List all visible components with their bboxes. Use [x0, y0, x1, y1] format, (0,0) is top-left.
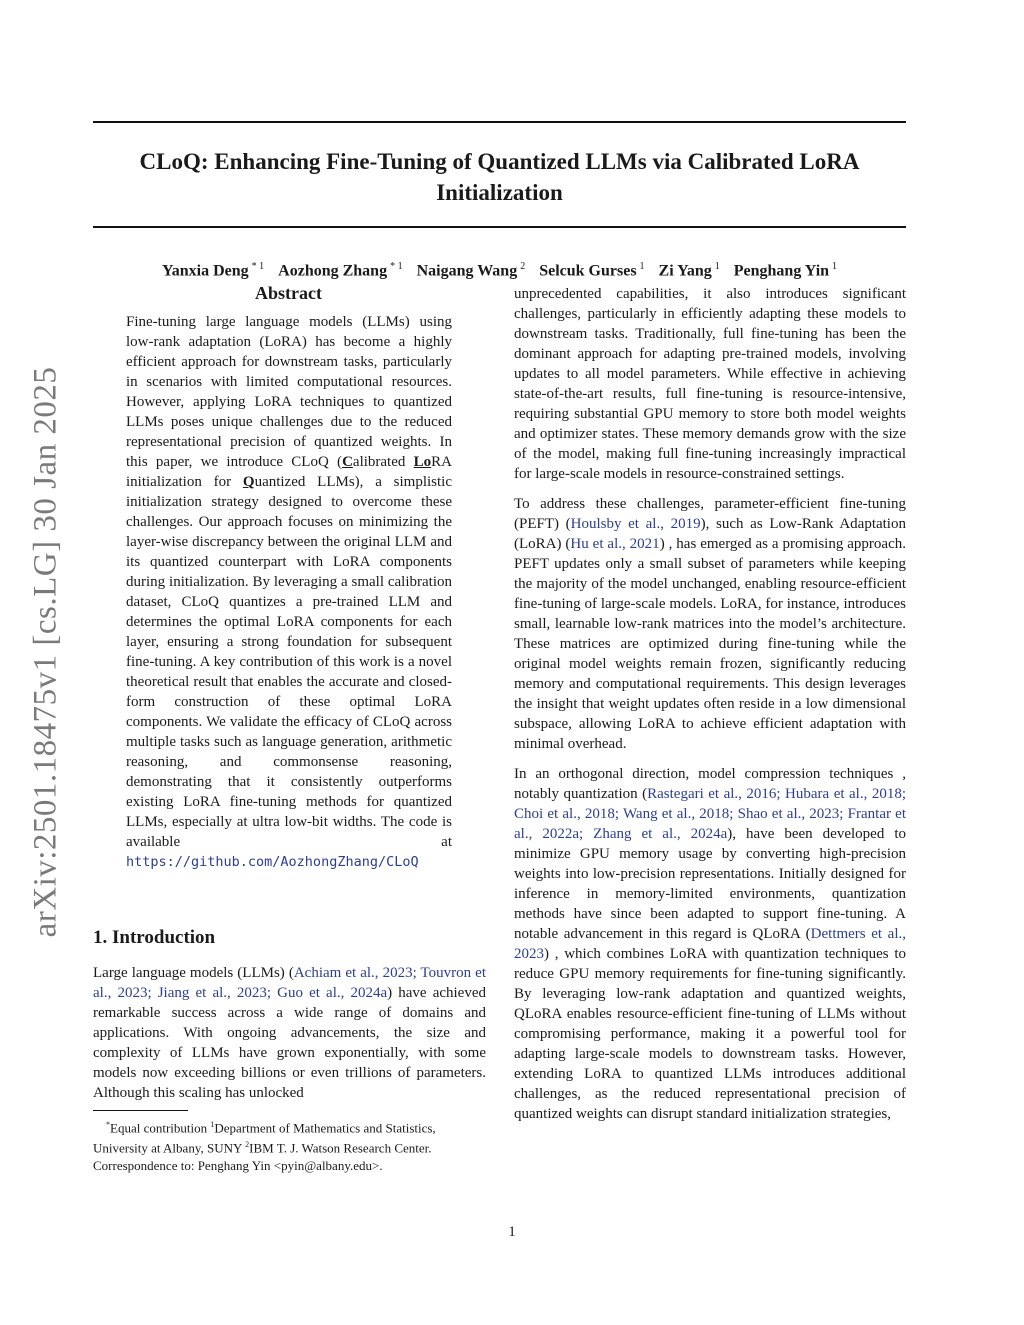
acronym-letter: C — [342, 454, 353, 470]
author — [417, 261, 526, 280]
author-name: Aozhong Zhang — [278, 262, 388, 280]
footnote-text: Equal contribution — [110, 1120, 211, 1136]
body-text: ), have been developed to minimize GPU memory usage by converting high-precision weights into low-precision representations. Initially designed for inference in memory-limited environments, quantization methods have since been adapted to support fine-tuning. A notable advancement in this regard is QLoRA ( — [514, 826, 906, 942]
page-number: 1 — [508, 1224, 516, 1240]
abstract-body — [126, 312, 452, 872]
author — [278, 261, 402, 280]
author-affiliation-mark: 1 — [639, 261, 645, 272]
citation-link[interactable]: Achiam et al., 2023; Touvron et al., 2023; Jiang et al., 2023; Guo et al., 2024a — [93, 965, 486, 1001]
arxiv-identifier: arXiv:2501.18475v1 [cs.LG] 30 Jan 2025 — [27, 366, 64, 938]
body-text: To address these challenges, parameter-efficient fine-tuning (PEFT) ( — [514, 496, 906, 532]
author-name: Zi Yang — [658, 262, 712, 280]
abstract-text: RA initialization for — [126, 454, 452, 490]
author — [162, 261, 264, 280]
body-text: ) have achieved remarkable success across a wide range of domains and applications. With ongoing advancements, the size and complexity of LLMs have grown exponentially, with some models now exceeding billions or even trillions of parameters. Although this scaling has unlocked — [93, 985, 486, 1101]
footnote-correspondence: Correspondence to: Penghang Yin <pyin@albany.edu>. — [93, 1157, 383, 1173]
author — [734, 261, 837, 280]
footnote-text: Department of Mathematics and Statistics, University at Albany, SUNY — [93, 1120, 436, 1156]
body-text: ), such as Low-Rank Adaptation (LoRA) ( — [514, 516, 906, 552]
author-affiliation-mark: 1 — [714, 261, 720, 272]
title-bottom-rule — [93, 226, 906, 228]
paragraph: unprecedented capabilities, it also introduces significant challenges, particularly in efficiently adapting these models to downstream tasks. Traditionally, full fine-tuning has been the dominant approach for adapting pre-trained models, involving updates to all model parameters. While effective in achieving state-of-the-art results, full fine-tuning is resource-intensive, requiring substantial GPU memory to store both model weights and optimizer states. These memory demands grow with the size of the model, making full fine-tuning increasingly impractical for large-scale models in resource-constrained settings. — [514, 286, 906, 482]
author-name: Selcuk Gurses — [539, 262, 637, 280]
paragraph — [514, 494, 906, 754]
acronym-letter: Q — [242, 474, 255, 490]
author — [659, 261, 720, 280]
title-line-2: Initialization — [436, 180, 563, 205]
abstract-text: Fine-tuning large language models (LLMs) using low-rank adaptation (LoRA) has become a highly efficient approach for downstream tasks, particularly in scenarios with limited computational resources. However, applying LoRA techniques to quantized LLMs poses unique challenges due to the reduced representational precision of quantized weights. In this paper, we introduce CLoQ ( — [126, 314, 452, 470]
abstract-paragraph — [126, 312, 452, 872]
introduction-body — [93, 963, 486, 1103]
acronym-letter: Lo — [413, 454, 432, 470]
footnote-text: IBM T. J. Watson Research Center. — [249, 1140, 432, 1156]
footnote — [93, 1116, 488, 1174]
author-affiliation-mark: * 1 — [390, 261, 403, 272]
author-affiliation-mark: 2 — [520, 261, 526, 272]
author-name: Naigang Wang — [416, 262, 518, 280]
right-column — [514, 284, 906, 1124]
footnote-divider — [93, 1110, 188, 1111]
author-name: Penghang Yin — [733, 262, 830, 280]
title-line-1: CLoQ: Enhancing Fine-Tuning of Quantized LLMs via Calibrated LoRA — [139, 149, 860, 174]
paragraph — [514, 764, 906, 1124]
title-top-rule — [93, 121, 906, 123]
author-list — [93, 261, 906, 280]
paper-title — [93, 146, 906, 208]
abstract-text: uantized LLMs), a simplistic initialization strategy designed to overcome these challenges. Our approach focuses on minimizing the layer-wise discrepancy between the original LLM and its quantized counterpart with LoRA components during initialization. By leveraging a small calibration dataset, CLoQ quantizes a pre-trained LLM and determines the optimal LoRA components for each layer, ensuring a strong foundation for subsequent fine-tuning. A key contribution of this work is a novel theoretical result that enables the accurate and closed-form construction of these optimal LoRA components. We validate the efficacy of CLoQ across multiple tasks such as language generation, arithmetic reasoning, and commonsense reasoning, demonstrating that it consistently outperforms existing LoRA fine-tuning methods for quantized LLMs, especially at ultra low-bit widths. The code is available at — [126, 474, 452, 850]
author-affiliation-mark: 1 — [832, 261, 838, 272]
author-affiliation-mark: * 1 — [251, 261, 265, 272]
abstract-text: alibrated — [352, 454, 414, 470]
author — [539, 261, 644, 280]
citation-link[interactable]: Dettmers et al., 2023 — [514, 926, 906, 962]
body-text: In an orthogonal direction, model compression techniques , notably quantization ( — [514, 766, 906, 802]
body-text: ) , which combines LoRA with quantization techniques to reduce GPU memory requirements for fine-tuning significantly. By leveraging low-rank adaptation and quantized weights, QLoRA enables resource-efficient fine-tuning of LLMs without compromising performance, making it a powerful tool for adapting large-scale models to downstream tasks. However, extending LoRA to quantized LLMs introduces additional challenges, as the reduced representational precision of quantized weights can disrupt standard initialization strategies, — [514, 946, 906, 1122]
code-link[interactable]: https://github.com/AozhongZhang/CLoQ — [126, 854, 419, 870]
citation-link[interactable]: Hu et al., 2021 — [570, 536, 660, 552]
introduction-paragraph — [93, 963, 486, 1103]
section-heading-introduction: 1. Introduction — [93, 927, 216, 948]
body-text: Large language models (LLMs) ( — [93, 965, 294, 981]
abstract-heading: Abstract — [255, 283, 322, 303]
footnote-mark: * — [106, 1120, 110, 1129]
citation-link[interactable]: Houlsby et al., 2019 — [570, 516, 701, 532]
citation-link[interactable]: Rastegari et al., 2016; Hubara et al., 2018; Choi et al., 2018; Wang et al., 2018; Shao et al., 2023; Frantar et al., 2022a; Zhang et al., 2024a — [514, 786, 906, 842]
body-text: ) , has emerged as a promising approach. PEFT updates only a small subset of parameters while keeping the majority of the model unchanged, enabling resource-efficient fine-tuning of large-scale models. LoRA, for instance, introduces small, learnable low-rank matrices into the model’s architecture. These matrices are optimized during fine-tuning while the original model weights remain frozen, significantly reducing memory and computational requirements. This design leverages the insight that weight updates often reside in a low dimensional subspace, allowing LoRA to achieve efficient adaptation with minimal overhead. — [514, 536, 906, 752]
author-name: Yanxia Deng — [161, 262, 249, 280]
footnote-mark: 1 — [210, 1120, 215, 1129]
footnote-affiliations — [93, 1116, 488, 1157]
footnote-mark: 2 — [245, 1140, 250, 1150]
